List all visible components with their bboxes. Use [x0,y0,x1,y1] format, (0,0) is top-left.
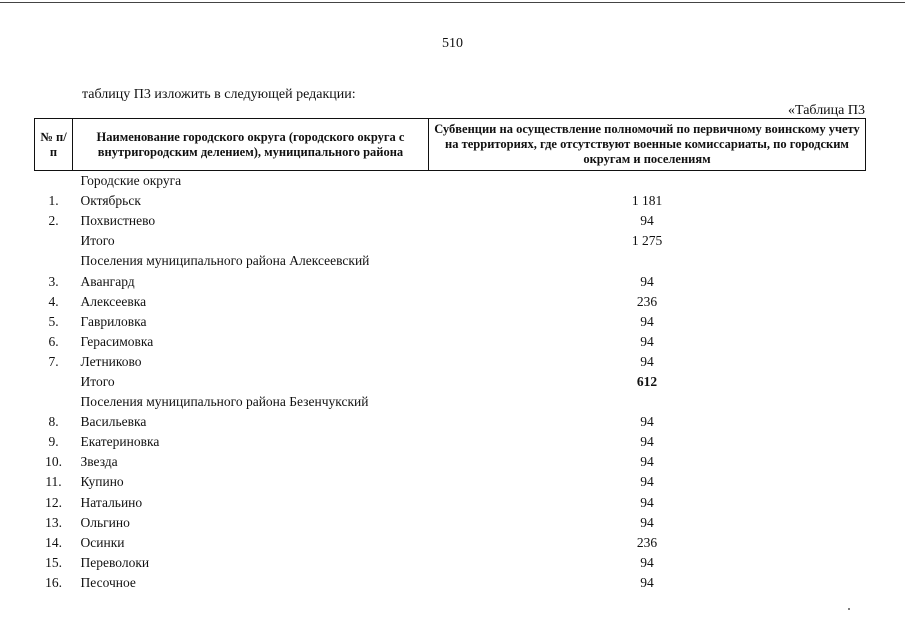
row-name: Звезда [80,454,118,470]
row-number: 10. [45,454,62,470]
table-row [35,412,866,432]
row-value: 94 [640,454,654,470]
table-row [35,392,866,412]
row-number [35,231,73,251]
row-number [35,392,73,412]
table-row [35,171,866,192]
row-number: 5. [48,313,59,329]
page-number: 510 [442,36,463,51]
scan-edge-line [0,2,905,3]
row-value: 94 [640,313,654,329]
row-name: Купино [80,474,124,490]
row-number: 13. [45,514,62,530]
row-number: 6. [48,333,59,349]
row-number: 2. [48,213,59,229]
table-row [35,573,866,593]
row-number [35,171,73,192]
table-row [35,533,866,553]
row-number: 8. [48,414,59,430]
row-value [429,392,866,412]
row-name: Городские округа [80,173,182,189]
table-row [35,211,866,231]
row-name: Осинки [80,534,125,550]
row-value: 94 [640,574,654,590]
row-value: 612 [636,373,658,389]
row-number: 11. [45,474,62,490]
table-row [35,352,866,372]
table-row [35,332,866,352]
row-value: 236 [636,293,658,309]
row-value: 94 [640,353,654,369]
table-header-row [35,119,866,171]
row-value: 94 [640,514,654,530]
row-number: 14. [45,534,62,550]
row-number: 12. [45,494,62,510]
row-number: 4. [48,293,59,309]
row-value: 94 [640,474,654,490]
table-row [35,472,866,492]
row-value: 94 [640,494,654,510]
table-row [35,191,866,211]
table-row [35,452,866,472]
row-number: 9. [48,434,59,450]
header-number: № п/п [35,119,73,171]
row-name: Ольгино [80,514,130,530]
row-name: Итого [80,373,115,389]
row-name: Похвистнево [80,213,156,229]
row-value: 1 275 [631,233,663,249]
table-row [35,251,866,271]
row-name: Герасимовка [80,333,154,349]
table-row [35,312,866,332]
row-name: Поселения муниципального района Безенчукский [80,394,369,410]
row-value [429,171,866,192]
row-value: 94 [640,213,654,229]
row-number: 7. [48,353,59,369]
row-number: 1. [48,193,59,209]
row-name: Натальино [80,494,143,510]
header-subsidy: Субвенции на осуществление полномочий по первичному воинскому учету на территориях, где отсутствуют военные комиссариаты, по городским округам и поселениям [429,119,866,171]
row-name: Песочное [80,574,136,590]
subsidy-table [34,118,866,593]
row-value: 94 [640,333,654,349]
row-value: 94 [640,273,654,289]
row-name: Переволоки [80,554,150,570]
table-row [35,513,866,533]
table-label: «Таблица П3 [788,103,865,118]
row-name: Васильевка [80,414,147,430]
row-value [429,251,866,271]
row-name: Поселения муниципального района Алексеевский [80,253,370,269]
row-value: 94 [640,414,654,430]
header-district-name: Наименование городского округа (городского округа с внутригородским делением), муниципального района [73,119,429,171]
row-number: 16. [45,574,62,590]
row-name: Авангард [80,273,135,289]
row-value: 1 181 [631,193,663,209]
table-body [35,171,866,593]
row-value: 236 [636,534,658,550]
row-number: 15. [45,554,62,570]
table-row [35,493,866,513]
table-row [35,292,866,312]
table-row [35,372,866,392]
table-row [35,231,866,251]
row-name: Летниково [80,353,142,369]
table-row [35,271,866,291]
row-number [35,372,73,392]
scan-speck [848,608,850,610]
row-value: 94 [640,434,654,450]
row-name: Алексеевка [80,293,147,309]
row-value: 94 [640,554,654,570]
row-number [35,251,73,271]
row-name: Гавриловка [80,313,147,329]
row-number: 3. [48,273,59,289]
row-name: Октябрьск [80,193,141,209]
row-name: Итого [80,233,115,249]
intro-text: таблицу П3 изложить в следующей редакции: [82,87,356,102]
table-row [35,553,866,573]
table-row [35,432,866,452]
row-name: Екатериновка [80,434,160,450]
